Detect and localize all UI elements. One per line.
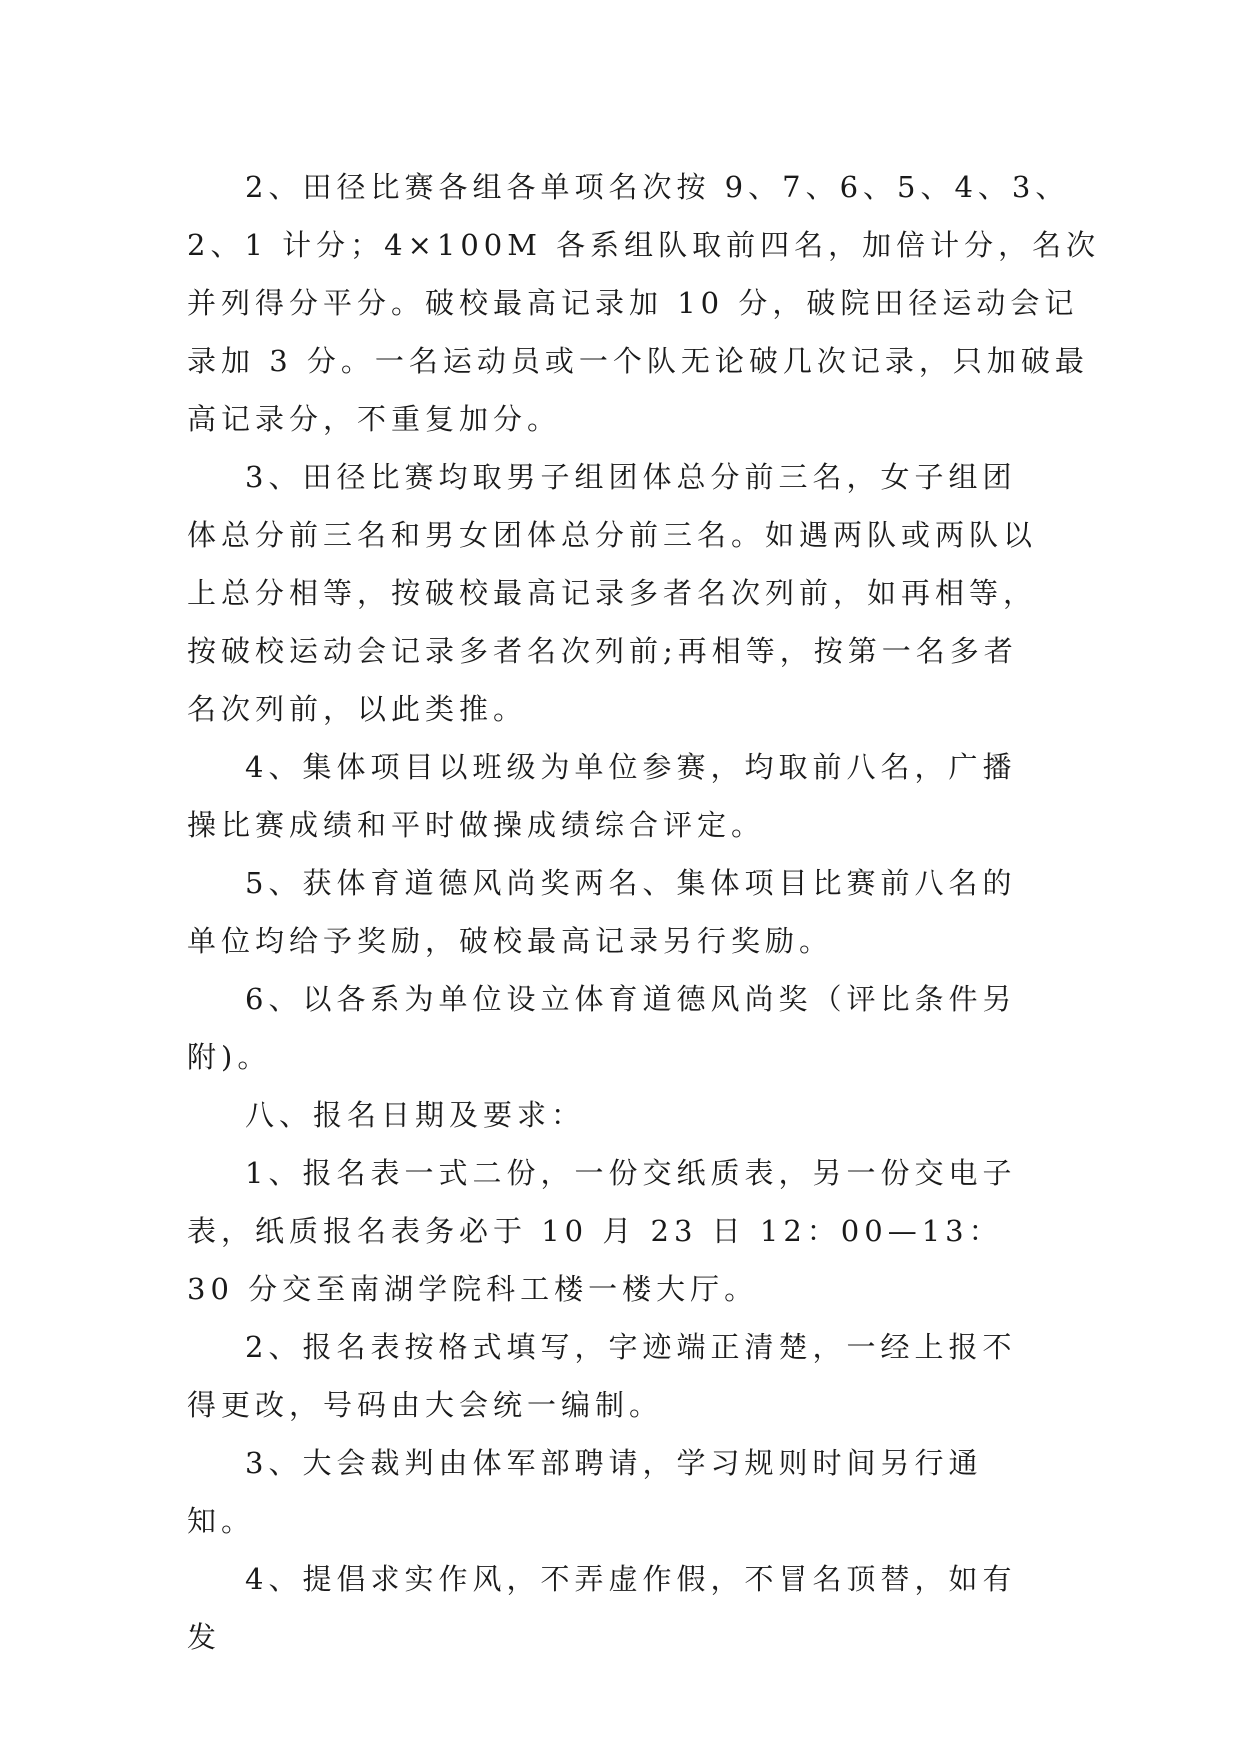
paragraph-team-ranking: 3、田径比赛均取男子组团体总分前三名，女子组团体总分前三名和男女团体总分前三名。如遇两队或两队以上总分相等，按破校最高记录多者名次列前，如再相等，按破校运动会记录多者名次列前;再相等，按第一名多者名次列前，以此类推。 bbox=[187, 460, 1038, 726]
paragraph-awards: 5、获体育道德风尚奖两名、集体项目比赛前八名的单位均给予奖励，破校最高记录另行奖励。 bbox=[187, 866, 1017, 958]
paragraph-sportsmanship-award: 6、以各系为单位设立体育道德风尚奖（评比条件另附)。 bbox=[187, 982, 1017, 1074]
document-body bbox=[187, 158, 1101, 1666]
paragraph-registration-form: 1、报名表一式二份，一份交纸质表，另一份交电子表，纸质报名表务必于 10 月 23 日 12：00—13：30 分交至南湖学院科工楼一楼大厅。 bbox=[187, 1156, 1017, 1306]
paragraph-integrity: 4、提倡求实作风，不弄虚作假，不冒名顶替，如有发 bbox=[187, 1562, 1017, 1654]
section-heading-registration: 八、报名日期及要求： bbox=[245, 1098, 586, 1132]
paragraph-form-filling: 2、报名表按格式填写，字迹端正清楚，一经上报不得更改，号码由大会统一编制。 bbox=[187, 1330, 1017, 1422]
paragraph-group-events: 4、集体项目以班级为单位参赛，均取前八名，广播操比赛成绩和平时做操成绩综合评定。 bbox=[187, 750, 1017, 842]
paragraph-scoring-rules: 2、田径比赛各组各单项名次按 9、7、6、5、4、3、2、1 计分；4×100M 各系组队取前四名，加倍计分，名次并列得分平分。破校最高记录加 10 分，破院田径运动会记录加 3 分。一名运动员或一个队无论破几次记录，只加破最高记录分，不重复加分。 bbox=[187, 170, 1101, 436]
paragraph-referees: 3、大会裁判由体军部聘请，学习规则时间另行通知。 bbox=[187, 1446, 983, 1538]
